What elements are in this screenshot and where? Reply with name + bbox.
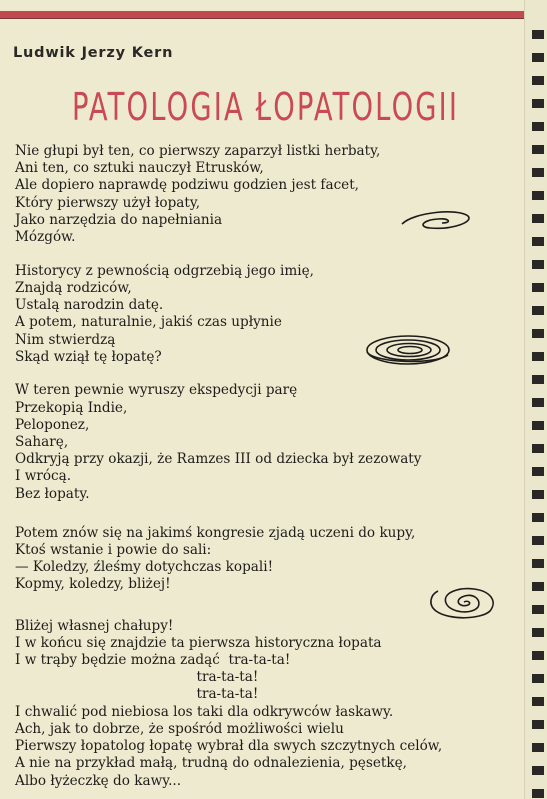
poem-line: Historycy z pewnością odgrzebią jego imię, [15, 262, 314, 279]
edge-tick [532, 260, 544, 269]
poem-line: W teren pewnie wyruszy ekspedycji parę [15, 382, 298, 399]
top-rule-shadow [0, 18, 525, 19]
poem-line: Bliżej własnej chałupy! [15, 617, 174, 634]
edge-tick [532, 766, 544, 775]
stanza-5 [15, 618, 495, 790]
poem-line: Ustalą narodzin datę. [15, 297, 164, 314]
spiral-doodle-icon [424, 583, 502, 621]
poem-line: Znajdą rodziców, [15, 279, 132, 296]
edge-tick [532, 145, 544, 154]
edge-tick [532, 283, 544, 292]
page-edge-strip [524, 0, 547, 799]
poem-line: tra-ta-ta! [15, 669, 259, 686]
edge-tick [532, 674, 544, 683]
stanza-4 [15, 525, 495, 594]
edge-tick [532, 191, 544, 200]
poem-line: Ani ten, co sztuki nauczył Etrusków, [15, 160, 264, 177]
edge-tick [532, 421, 544, 430]
edge-tick [532, 651, 544, 660]
edge-tick [532, 214, 544, 223]
poem-line: Nim stwierdzą [15, 331, 116, 348]
edge-tick [532, 30, 544, 39]
edge-tick [532, 743, 544, 752]
edge-tick [532, 352, 544, 361]
spiral-doodle-icon [364, 333, 452, 367]
poem-line: Mózgów. [15, 229, 76, 246]
poem-body [15, 143, 495, 790]
edge-tick [532, 168, 544, 177]
poem-line: Bez łopaty. [15, 485, 90, 502]
spiral-doodle-icon [400, 208, 472, 234]
poem-line: I w końcu się znajdzie ta pierwsza historyczna łopata [15, 634, 382, 651]
edge-tick [532, 329, 544, 338]
poem-line: I w trąby będzie można zadąć tra-ta-ta! [15, 652, 291, 669]
edge-tick [532, 628, 544, 637]
poem-line: Pierwszy łopatolog łopatę wybrał dla swych szczytnych celów, [15, 738, 443, 755]
poem-line: Skąd wziął tę łopatę? [15, 348, 162, 365]
poem-line: Ale dopiero naprawdę podziwu godzien jest facet, [15, 177, 360, 194]
poem-line: I wrócą. [15, 468, 72, 485]
edge-tick [532, 720, 544, 729]
poem-line: Ktoś wstanie i powie do sali: [15, 542, 212, 559]
edge-tick [532, 444, 544, 453]
edge-tick [532, 536, 544, 545]
poem-title: PATOLOGIA ŁOPATOLOGII [72, 85, 460, 129]
edge-tick [532, 559, 544, 568]
edge-tick [532, 513, 544, 522]
poem-line: Nie głupi był ten, co pierwszy zaparzył listki herbaty, [15, 143, 381, 159]
poem-line: Saharę, [15, 434, 69, 451]
stanza-3 [15, 382, 495, 502]
poem-line: I chwalić pod niebiosa los taki dla odkrywców łaskawy. [15, 703, 394, 720]
poem-line: Ach, jak to dobrze, że spośród możliwości wielu [15, 720, 344, 737]
edge-tick [532, 582, 544, 591]
edge-tick [532, 76, 544, 85]
poem-line: — Koledzy, źleśmy dotychczas kopali! [15, 559, 274, 576]
poem-line: Peloponez, [15, 416, 90, 433]
edge-tick [532, 99, 544, 108]
poem-line: Kopmy, koledzy, bliżej! [15, 576, 171, 593]
edge-tick [532, 53, 544, 62]
edge-tick [532, 467, 544, 476]
poem-line: Jako narzędzia do napełniania [15, 211, 223, 228]
edge-tick [532, 237, 544, 246]
poem-line: Przekopią Indie, [15, 399, 128, 416]
edge-tick [532, 490, 544, 499]
poem-line: A nie na przykład małą, trudną do odnalezienia, pęsetkę, [15, 755, 407, 772]
edge-tick [532, 789, 544, 798]
poem-line: Albo łyżeczkę do kawy... [15, 772, 182, 789]
poem-line: Odkryją przy okazji, że Ramzes III od dziecka był zezowaty [15, 451, 422, 468]
poem-line: Który pierwszy użył łopaty, [15, 194, 201, 211]
poem-line: tra-ta-ta! [15, 686, 259, 703]
author-name: Ludwik Jerzy Kern [13, 45, 174, 61]
edge-tick [532, 398, 544, 407]
poem-line: A potem, naturalnie, jakiś czas upłynie [15, 314, 282, 331]
edge-tick [532, 122, 544, 131]
poem-line: Potem znów się na jakimś kongresie zjadą uczeni do kupy, [15, 524, 416, 541]
edge-tick [532, 605, 544, 614]
edge-tick [532, 697, 544, 706]
top-red-rule [0, 11, 525, 18]
edge-tick [532, 375, 544, 384]
edge-tick [532, 306, 544, 315]
